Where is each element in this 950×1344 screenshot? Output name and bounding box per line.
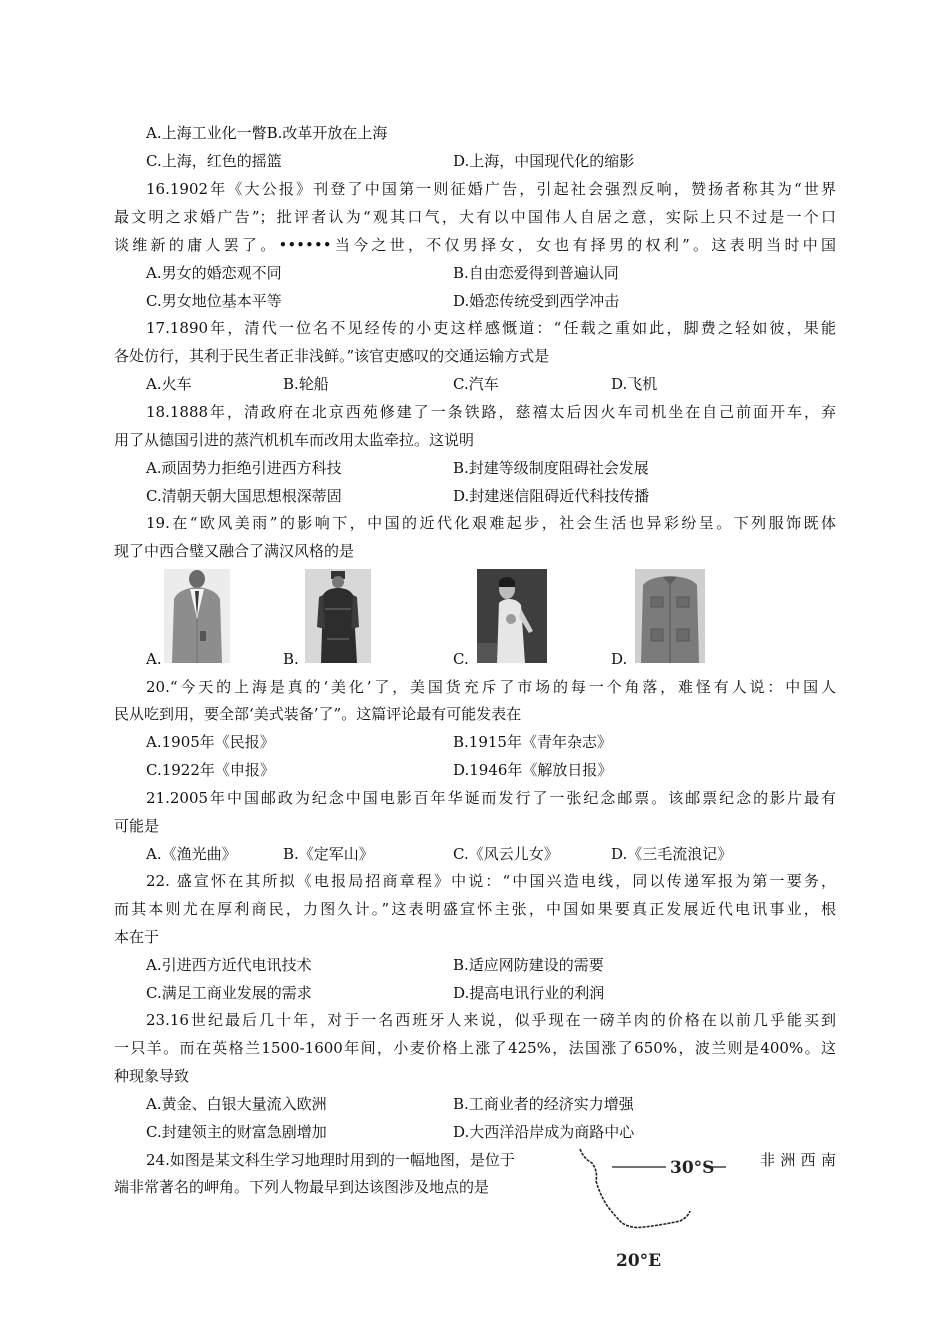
q20-stem-line1: 20.“今天的上海是真的‘美化’了，美国货充斥了市场的每一个角落，难怪有人说：中国人 [146,678,836,696]
q19-option-a: A. [146,650,162,668]
cape-of-good-hope-map [578,1145,738,1275]
q16-stem-line2: 最文明之求婚广告”；批评者认为“观其口气，大有以中国伟人自居之意，实际上只不过是一个口 [114,208,836,226]
q17-option-a: A.火车 [146,375,192,393]
q17-option-b: B.轮船 [283,375,329,393]
q20-option-b: B.1915年《青年杂志》 [453,733,612,751]
q24-stem-line1b: 非 洲 西 南 [760,1151,836,1169]
q21-stem-line2: 可能是 [114,817,160,835]
q16-stem-line1: 16.1902年《大公报》刊登了中国第一则征婚广告，引起社会强烈反响，赞扬者称其为“世界 [146,180,836,198]
q15-option-d: D.上海，中国现代化的缩影 [453,152,635,170]
q15-option-ab: A.上海工业化一瞥B.改革开放在上海 [146,124,388,142]
q21-stem-line1: 21.2005年中国邮政为纪念中国电影百年华诞而发行了一张纪念邮票。该邮票纪念的影片最有 [146,789,836,807]
q20-option-a: A.1905年《民报》 [146,733,275,751]
q19-photo-d-zhongshan-suit [635,569,705,663]
q21-option-b: B.《定军山》 [283,845,374,863]
q15-option-c: C.上海，红色的摇篮 [146,152,282,170]
q21-option-d: D.《三毛流浪记》 [611,845,733,863]
q22-stem-line2: 而其本则尤在厚利商民，力图久计。”这表明盛宣怀主张，中国如果要真正发展近代电讯事业，根 [114,900,836,918]
q20-option-c: C.1922年《申报》 [146,761,275,779]
q22-stem-line1: 22. 盛宣怀在其所拟《电报局招商章程》中说：“中国兴造电线，同以传递军报为第一要务， [146,872,836,890]
q21-option-c: C.《风云儿女》 [453,845,559,863]
q17-stem-line1: 17.1890年，清代一位名不见经传的小吏这样感慨道：“任载之重如此，脚费之轻如彼，果能 [146,319,836,337]
q18-option-b: B.封建等级制度阻碍社会发展 [453,459,649,477]
q22-option-d: D.提高电讯行业的利润 [453,984,605,1002]
q22-option-c: C.满足工商业发展的需求 [146,984,312,1002]
q19-stem-line2: 现了中西合璧又融合了满汉风格的是 [114,542,355,560]
q21-option-a: A.《渔光曲》 [146,845,237,863]
q23-option-d: D.大西洋沿岸成为商路中心 [453,1123,635,1141]
q23-option-c: C.封建领主的财富急剧增加 [146,1123,327,1141]
q24-stem-line1a: 24.如图是某文科生学习地理时用到的一幅地图，是位于 [146,1151,515,1169]
q16-option-b: B.自由恋爱得到普遍认同 [453,264,619,282]
q19-option-b: B. [283,650,299,668]
q16-option-a: A.男女的婚恋观不同 [146,264,282,282]
q18-stem-line1: 18.1888年，清政府在北京西苑修建了一条铁路，慈禧太后因火车司机坐在自己前面开车，弃 [146,403,836,421]
q18-option-d: D.封建迷信阻碍近代科技传播 [453,487,650,505]
q19-photo-b-manchu-robe [305,569,371,663]
q17-option-c: C.汽车 [453,375,499,393]
q24-stem-line2: 端非常著名的岬角。下列人物最早到达该图涉及地点的是 [114,1178,490,1196]
q18-option-c: C.清朝天朝大国思想根深蒂固 [146,487,342,505]
q19-option-d: D. [611,650,628,668]
q23-stem-line1: 23.16世纪最后几十年，对于一名西班牙人来说，似乎现在一磅羊肉的价格在以前几乎能买到 [146,1011,836,1029]
q23-option-a: A.黄金、白银大量流入欧洲 [146,1095,327,1113]
longitude-label: 20°E [616,1251,662,1271]
q23-stem-line2: 一只羊。而在英格兰1500-1600年间，小麦价格上涨了425%，法国涨了650%，波兰则是400%。这 [114,1039,836,1057]
q19-photo-c-qipao [477,569,547,663]
q19-option-c: C. [453,650,469,668]
q23-option-b: B.工商业者的经济实力增强 [453,1095,634,1113]
q17-option-d: D.飞机 [611,375,658,393]
q19-stem-line1: 19.在“欧风美雨”的影响下，中国的近代化艰难起步，社会生活也异彩纷呈。下列服饰既体 [146,514,836,532]
q22-stem-line3: 本在于 [114,928,160,946]
q16-option-c: C.男女地位基本平等 [146,292,282,310]
latitude-label: 30°S [670,1158,715,1178]
q19-photo-a-suit [164,569,230,663]
q23-stem-line3: 种现象导致 [114,1067,190,1085]
q18-option-a: A.顽固势力拒绝引进西方科技 [146,459,342,477]
q22-option-a: A.引进西方近代电讯技术 [146,956,312,974]
q20-option-d: D.1946年《解放日报》 [453,761,613,779]
q18-stem-line2: 用了从德国引进的蒸汽机机车而改用太监牵拉。这说明 [114,431,475,449]
q20-stem-line2: 民从吃到用，要全部‘美式装备’了”。这篇评论最有可能发表在 [114,705,522,723]
q17-stem-line2: 各处仿行，其利于民生者正非浅鲜。”该官吏感叹的交通运输方式是 [114,347,550,365]
q16-stem-line3: 谈维新的庸人罢了。••••••当今之世，不仅男择女，女也有择男的权利”。这表明当时中国 [114,236,836,254]
q16-option-d: D.婚恋传统受到西学冲击 [453,292,620,310]
q22-option-b: B.适应网防建设的需要 [453,956,604,974]
